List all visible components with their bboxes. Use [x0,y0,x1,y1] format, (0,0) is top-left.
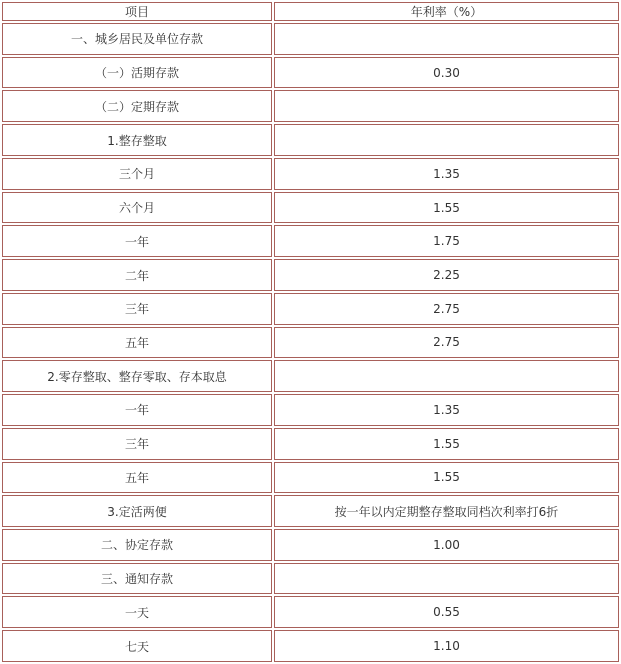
item-cell: 五年 [2,462,272,494]
rate-cell: 1.35 [274,158,619,190]
item-cell: 1.整存整取 [2,124,272,156]
rate-cell [274,90,619,122]
item-cell: 3.定活两便 [2,495,272,527]
item-cell: （一）活期存款 [2,57,272,89]
table-row [2,192,619,224]
rate-cell [274,563,619,595]
table-row [2,23,619,55]
table-row [2,630,619,662]
rate-cell: 0.55 [274,596,619,628]
table-row [2,563,619,595]
table-row [2,124,619,156]
item-cell: 五年 [2,327,272,359]
column-header-rate: 年利率（%） [274,2,619,21]
table-row [2,225,619,257]
table-row [2,462,619,494]
table-header-row [2,2,619,21]
rate-cell: 1.75 [274,225,619,257]
rate-cell: 1.55 [274,428,619,460]
item-cell: 三年 [2,293,272,325]
table-row [2,529,619,561]
item-cell: 一年 [2,394,272,426]
item-cell: 三、通知存款 [2,563,272,595]
table-row [2,428,619,460]
item-cell: 七天 [2,630,272,662]
table-row [2,293,619,325]
rate-cell: 0.30 [274,57,619,89]
rate-cell: 2.75 [274,327,619,359]
column-header-item: 项目 [2,2,272,21]
table-body [2,23,619,662]
table-row [2,327,619,359]
table-row [2,90,619,122]
item-cell: 三个月 [2,158,272,190]
rate-cell: 1.55 [274,462,619,494]
item-cell: 一天 [2,596,272,628]
item-cell: 一年 [2,225,272,257]
rate-cell [274,360,619,392]
table-row [2,259,619,291]
item-cell: 六个月 [2,192,272,224]
table-row [2,596,619,628]
item-cell: 二年 [2,259,272,291]
rate-cell: 1.55 [274,192,619,224]
rate-cell: 1.00 [274,529,619,561]
rate-cell: 1.10 [274,630,619,662]
rate-cell [274,124,619,156]
table-row [2,158,619,190]
rate-cell [274,23,619,55]
rate-cell: 2.25 [274,259,619,291]
item-cell: 二、协定存款 [2,529,272,561]
table-row [2,57,619,89]
rate-cell: 1.35 [274,394,619,426]
item-cell: （二）定期存款 [2,90,272,122]
table-row [2,394,619,426]
rate-cell: 按一年以内定期整存整取同档次利率打6折 [274,495,619,527]
item-cell: 2.零存整取、整存零取、存本取息 [2,360,272,392]
item-cell: 三年 [2,428,272,460]
item-cell: 一、城乡居民及单位存款 [2,23,272,55]
table-row [2,495,619,527]
table-row [2,360,619,392]
rate-cell: 2.75 [274,293,619,325]
